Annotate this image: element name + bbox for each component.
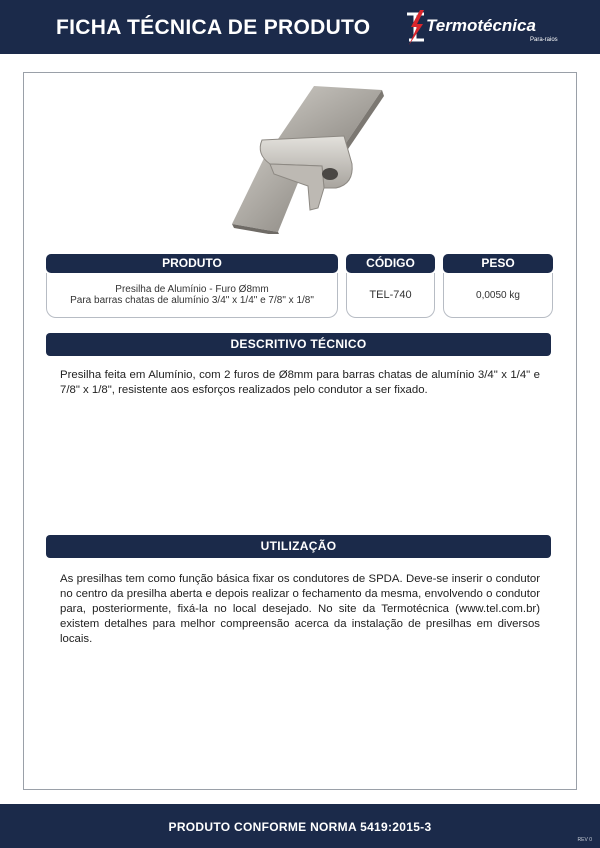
produto-header: PRODUTO xyxy=(46,254,338,273)
page-title: FICHA TÉCNICA DE PRODUTO xyxy=(56,16,371,39)
header-bar xyxy=(0,0,600,54)
company-logo xyxy=(404,8,584,48)
codigo-cell xyxy=(346,273,435,318)
logo-subtitle: Para-raios xyxy=(530,37,558,43)
tel-logo-icon xyxy=(404,10,428,46)
norma-statement: PRODUTO CONFORME NORMA 5419:2015-3 xyxy=(168,820,432,834)
utilizacao-text: As presilhas tem como função básica fixar os condutores de SPDA. Deve-se inserir o condutor no centro da presilha aberta e depois realizar o fechamento da mesma, envolvendo o condutor para, posteriormente, fixá-la no local desejado. No site da Termotécnica (www.tel.com.br) existem detalhes para melhor compreensão acerca da instalação de presilhas em diversos locais. xyxy=(60,573,540,645)
produto-cell xyxy=(46,273,338,318)
produto-description-line1: Presilha de Alumínio - Furo Ø8mm xyxy=(115,284,269,295)
codigo-value: TEL-740 xyxy=(369,289,412,301)
revision-label: REV 0 xyxy=(577,837,592,843)
logo-name: Termotécnica xyxy=(426,16,536,35)
utilizacao-header: UTILIZAÇÃO xyxy=(46,535,551,558)
footer-bar xyxy=(0,804,600,848)
codigo-header: CÓDIGO xyxy=(346,254,435,273)
descritivo-header: DESCRITIVO TÉCNICO xyxy=(46,333,551,356)
peso-header: PESO xyxy=(443,254,553,273)
peso-value: 0,0050 kg xyxy=(476,289,520,301)
produto-description-line2: Para barras chatas de alumínio 3/4" x 1/4" e 7/8" x 1/8" xyxy=(70,295,314,306)
product-image xyxy=(226,84,386,234)
peso-cell xyxy=(443,273,553,318)
descritivo-text: Presilha feita em Alumínio, com 2 furos de Ø8mm para barras chatas de alumínio 3/4" x 1/4" e 7/8" x 1/8", resistente aos esforços realizados pelo condutor a ser fixado. xyxy=(60,369,540,396)
